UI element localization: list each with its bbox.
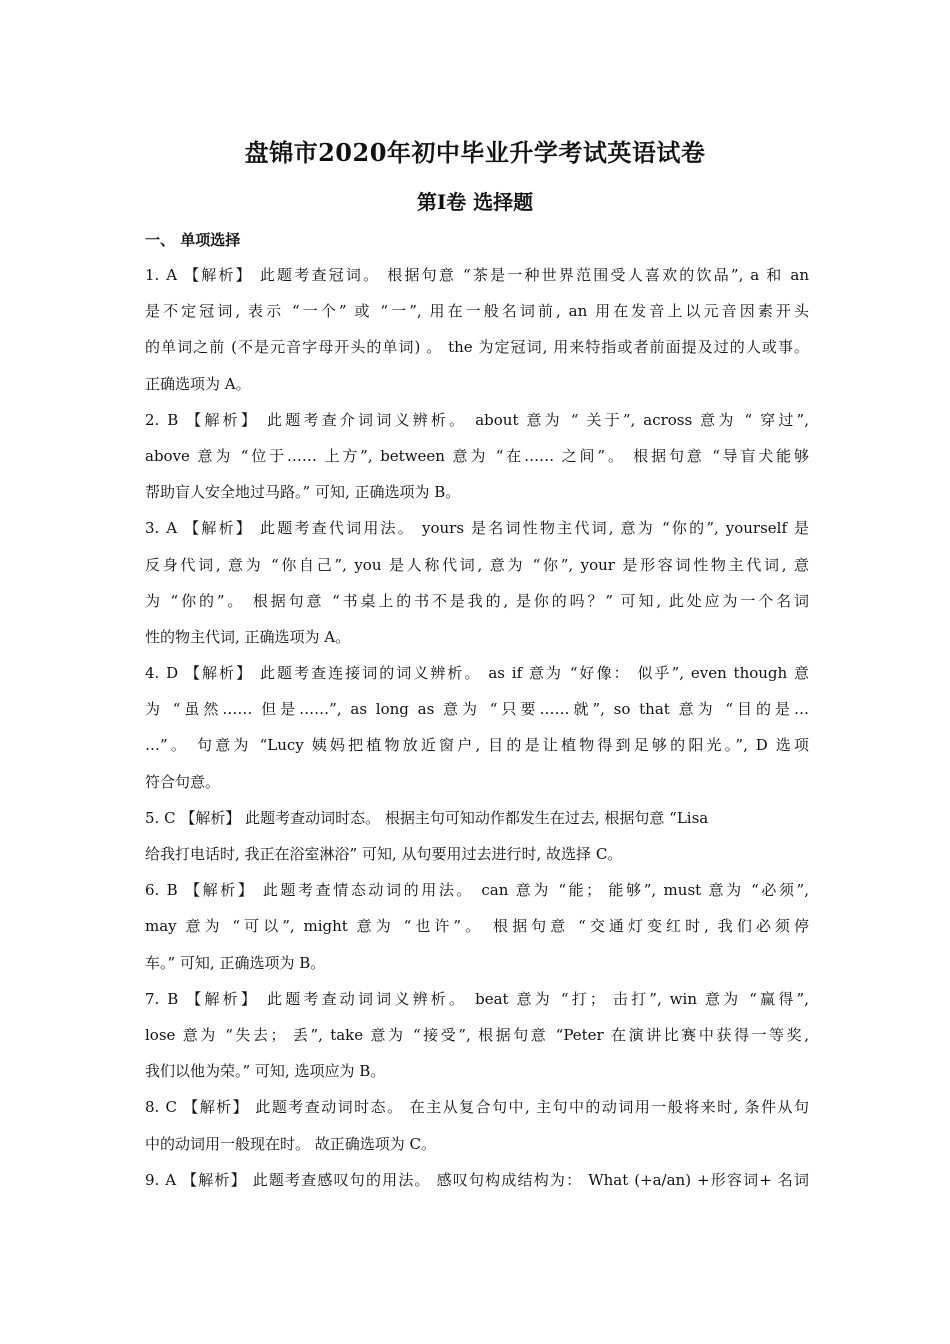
text-line: 1. A 【解析】 此题考查冠词。 根据句意 “茶是一种世界范围受人喜欢的饮品”, a 和 an [145,266,809,284]
answer-explanations [145,257,809,1198]
text-line: 4. D 【解析】 此题考查连接词的词义辨析。 as if 意为 “好像： 似乎”, even though 意 [145,664,809,683]
text-line: may 意为 “可以”, might 意为 “也许”。 根据句意 “交通灯变红时, 我们必须停 [145,917,809,936]
text-line: 为 “虽然…… 但是……”, as long as 意为 “只要……就”, so that 意为 “目的是… [145,700,809,719]
text-line: 2. B 【解析】 此题考查介词词义辨析。 about 意为 “ 关于”, across 意为 “ 穿过”, [145,410,809,429]
text-line: 8. C 【解析】 此题考查动词时态。 在主从复合句中, 主句中的动词用一般将来时, 条件从句 [145,1098,809,1117]
text-line: 中的动词用一般现在时。 故正确选项为 C。 [145,1134,437,1153]
part-heading: 第Ⅰ卷 选择题 [416,190,534,214]
text-line: 性的物主代词, 正确选项为 A。 [145,627,351,646]
text-line: 我们以他为荣。” 可知, 选项应为 B。 [145,1062,386,1081]
text-line: 符合句意。 [145,772,221,791]
text-line: 7. B 【解析】 此题考查动词词义辨析。 beat 意为 “打； 击打”, win 意为 “赢得”, [145,989,809,1008]
text-line: 为 “你的”。 根据句意 “书桌上的书不是我的, 是你的吗？” 可知, 此处应为一个名词 [145,591,809,610]
text-line: above 意为 “位于…… 上方”, between 意为 “在…… 之间”。 根据句意 “导盲犬能够 [145,446,809,465]
text-line: 5. C 【解析】 此题考查动词时态。 根据主句可知动作都发生在过去, 根据句意 “Lisa [145,808,709,827]
text-line: 帮助盲人安全地过马路。” 可知, 正确选项为 B。 [145,483,461,502]
text-line: 3. A 【解析】 此题考查代词用法。 yours 是名词性物主代词, 意为 “你的”, yourself 是 [145,519,809,538]
text-line: lose 意为 “失去； 丢”, take 意为 “接受”, 根据句意 “Peter 在演讲比赛中获得一等奖, [145,1025,809,1044]
text-line: 6. B 【解析】 此题考查情态动词的用法。 can 意为 “能； 能够”, must 意为 “必须”, [145,881,809,900]
section-heading: 一、 单项选择 [145,231,241,249]
page-title: 盘锦市2020年初中毕业升学考试英语试卷 [244,138,706,167]
text-line: 反身代词, 意为 “你自己”, you 是人称代词, 意为 “你”, your 是形容词性物主代词, 意 [145,555,809,574]
text-line: 车。” 可知, 正确选项为 B。 [145,953,326,972]
text-line: 是不定冠词, 表示 “一个” 或 “一”, 用在一般名词前, an 用在发音上以元音因素开头 [145,302,809,321]
text-line: 正确选项为 A。 [145,374,251,393]
text-line: …”。 句意为 “Lucy 姨妈把植物放近窗户, 目的是让植物得到足够的阳光。”, D 选项 [145,736,809,755]
text-line: 的单词之前 (不是元音字母开头的单词) 。 the 为定冠词, 用来特指或者前面提及过的人或事。 [145,338,809,357]
text-line: 给我打电话时, 我正在浴室淋浴” 可知, 从句要用过去进行时, 故选择 C。 [145,845,623,863]
text-line: 9. A 【解析】 此题考查感叹句的用法。 感叹句构成结构为： What (+a/an) +形容词+ 名词 [145,1170,809,1189]
